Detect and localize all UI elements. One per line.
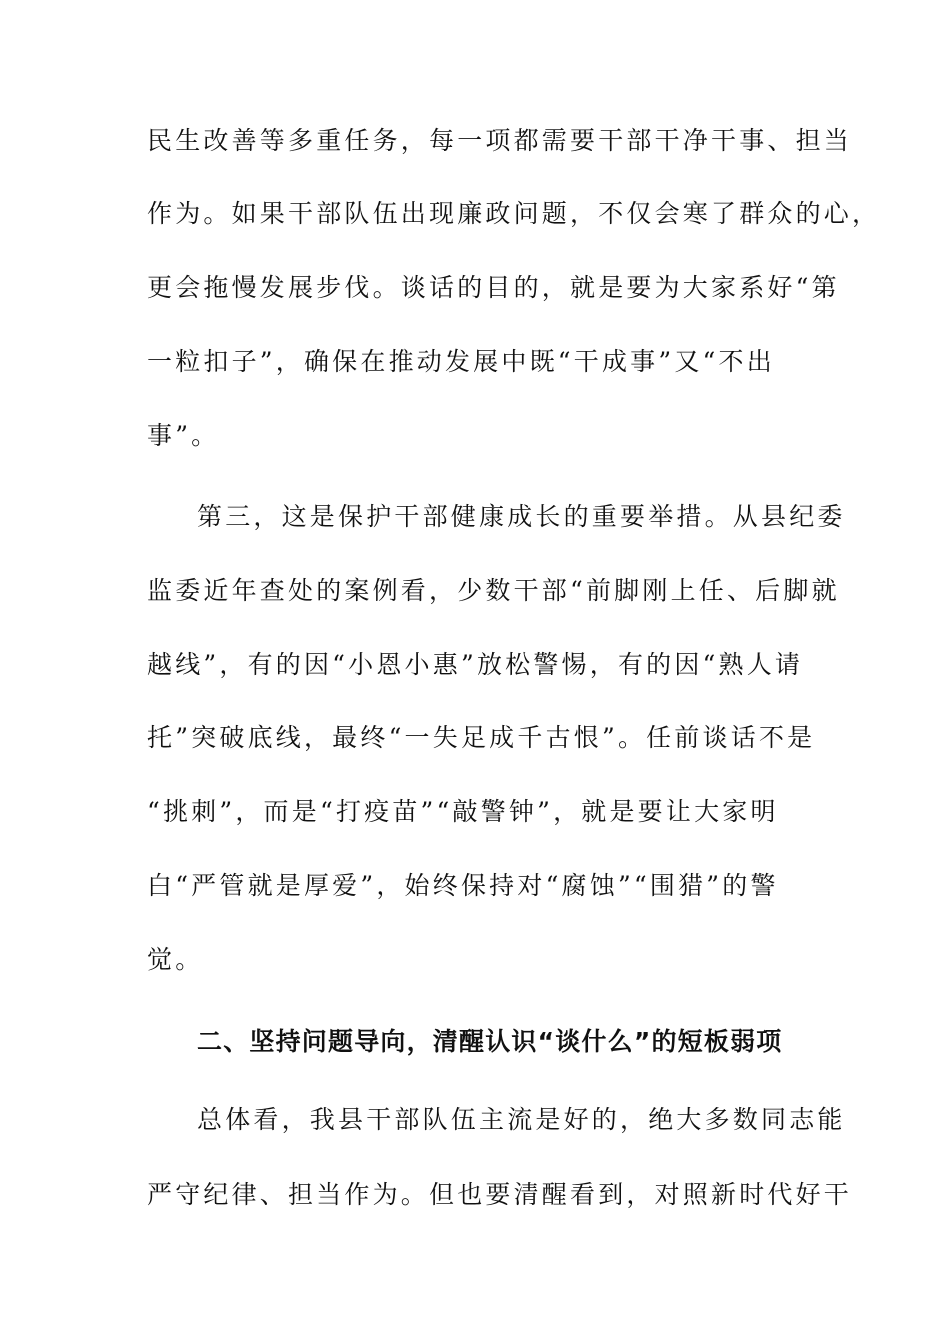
paragraph-1-line-5: 事”。	[147, 421, 220, 450]
paragraph-3-line-2: 严守纪律、担当作为。但也要清醒看到，对照新时代好干	[147, 1180, 853, 1209]
paragraph-2-line-1: 第三，这是保护干部健康成长的重要举措。从县纪委	[197, 502, 846, 531]
paragraph-2-line-7: 觉。	[147, 945, 204, 974]
paragraph-1-line-3: 更会拖慢发展步伐。谈话的目的，就是要为大家系好“第	[147, 273, 840, 302]
paragraph-1-line-1: 民生改善等多重任务，每一项都需要干部干净干事、担当	[147, 126, 853, 155]
paragraph-2-line-5: “挑刺”，而是“打疫苗”“敲警钟”，就是要让大家明	[147, 797, 779, 826]
paragraph-2-line-2: 监委近年查处的案例看，少数干部“前脚刚上任、后脚就	[147, 576, 840, 605]
paragraph-1-line-2: 作为。如果干部队伍出现廉政问题，不仅会寒了群众的心，	[147, 199, 881, 228]
paragraph-1-line-4: 一粒扣子”，确保在推动发展中既“干成事”又“不出	[147, 347, 775, 376]
section-heading: 二、坚持问题导向，清醒认识“谈什么”的短板弱项	[197, 1027, 783, 1056]
paragraph-3-line-1: 总体看，我县干部队伍主流是好的，绝大多数同志能	[197, 1105, 846, 1134]
paragraph-2-line-4: 托”突破底线，最终“一失足成千古恨”。任前谈话不是	[147, 723, 816, 752]
paragraph-2-line-3: 越线”，有的因“小恩小惠”放松警惕，有的因“熟人请	[147, 650, 804, 679]
paragraph-2-line-6: 白“严管就是厚爱”，始终保持对“腐蚀”“围猎”的警	[147, 871, 779, 900]
